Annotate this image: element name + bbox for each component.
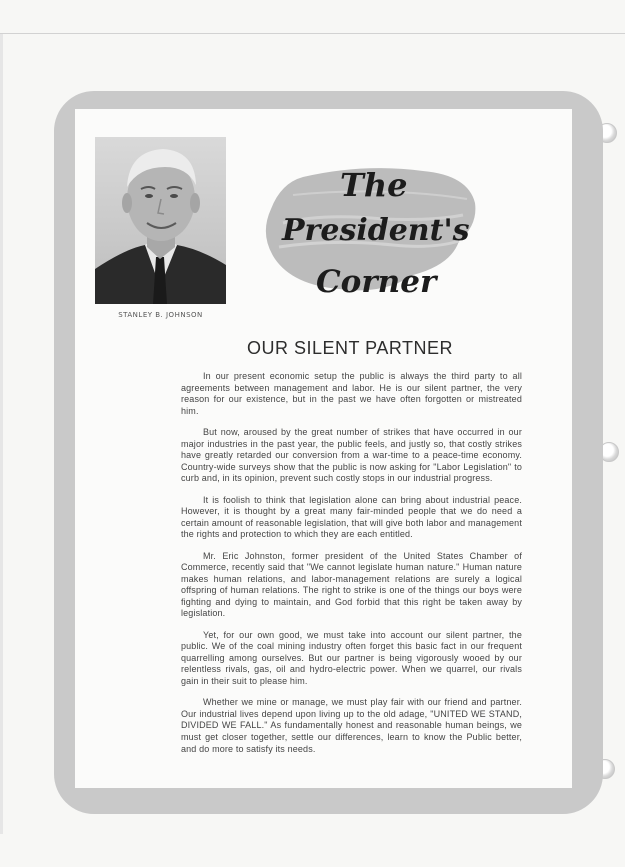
paragraph: Whether we mine or manage, we must play fair with our friend and partner. Our industrial lives depend upon living up to the old adage, "UNITED WE STAND, DIVIDED WE FALL." As fundamentally honest and reasonable human beings, we must get closer together, settle our differences, learn to know the Public better, and do more to satisfy its needs. [181,697,522,754]
logo-corner: Corner [316,264,437,300]
paragraph: Mr. Eric Johnston, former president of the United States Chamber of Commerce, recently said that "We cannot legislate human nature." Human nature makes human relations, and labor-management relations are surely a logical offspring of human relations. The right to strike is one of the things our boys were fighting and dying to maintain, and God forbid that this right be taken away by legislation. [181,550,522,619]
article-title: OUR SILENT PARTNER [246,338,454,358]
paragraph: It is foolish to think that legislation alone can bring about industrial peace. However, it is thought by a great many fair-minded people that we do need a certain amount of reasonable legislation, that will give both labor and management the rights and protection to which they are each entitled. [181,494,522,540]
logo-presidents: President's [282,213,470,248]
article-body [181,371,522,765]
photo-caption: STANLEY B. JOHNSON [118,311,203,319]
logo-the: The [340,166,408,204]
portrait-icon [95,137,226,304]
paragraph: Yet, for our own good, we must take into account our silent partner, the public. We of the coal mining industry often forget this basic fact in our frequent quarrelling among ourselves. But our partner is being vigorously wooed by our relentless rivals, gas, oil and hydro-electric power. When we quarrel, our rivals gain in their suit to please him. [181,629,522,687]
paragraph: In our present economic setup the public is always the third party to all agreements between management and labor. He is our silent partner, the very reason for our existence, but in the past we have often forgotten or mistreated him. [181,371,522,416]
portrait-photo [95,137,226,304]
scan-top-edge [0,33,625,34]
paragraph: But now, aroused by the great number of strikes that have occurred in our major industries in the past year, the public feels, and justly so, that costly strikes have greatly retarded our conversion from a war-time to a peace-time economy. Country-wide surveys show that the public is now asking for "Labor Legislation" to curb and, in its opinion, prevent such costly stops in our industrial progress. [181,426,522,484]
scan-left-edge [0,34,3,834]
